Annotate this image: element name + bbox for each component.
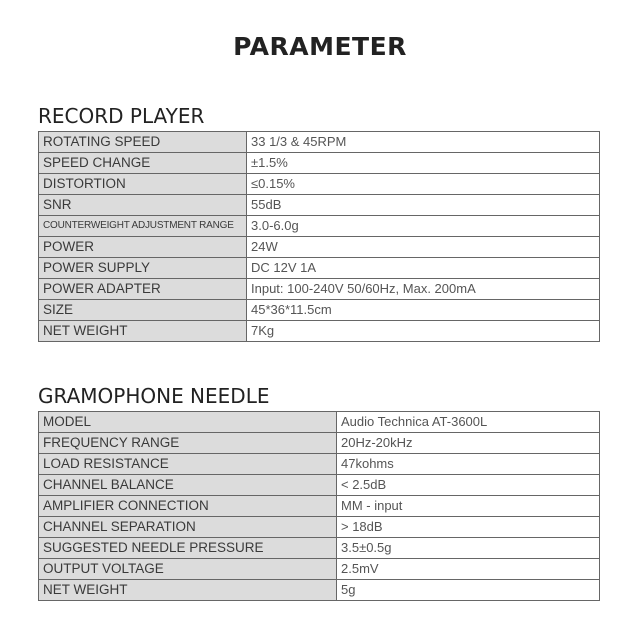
spec-value: 33 1/3 & 45RPM [247, 132, 600, 153]
spec-value: > 18dB [337, 517, 600, 538]
spec-value: MM - input [337, 496, 600, 517]
table-row [39, 153, 600, 174]
spec-label: MODEL [39, 412, 337, 433]
spec-label: OUTPUT VOLTAGE [39, 559, 337, 580]
table-row [39, 433, 600, 454]
table-row [39, 132, 600, 153]
gramophone-needle-table [38, 411, 600, 601]
table-row [39, 279, 600, 300]
page-title: PARAMETER [233, 32, 407, 61]
table-row [39, 412, 600, 433]
spec-value: 20Hz-20kHz [337, 433, 600, 454]
spec-label: POWER SUPPLY [39, 258, 247, 279]
gramophone-needle-heading: GRAMOPHONE NEEDLE [38, 384, 270, 408]
table-row [39, 300, 600, 321]
table-row [39, 258, 600, 279]
spec-value: 3.0-6.0g [247, 216, 600, 237]
spec-value: 55dB [247, 195, 600, 216]
spec-value: 3.5±0.5g [337, 538, 600, 559]
spec-value: 7Kg [247, 321, 600, 342]
spec-value: Input: 100-240V 50/60Hz, Max. 200mA [247, 279, 600, 300]
spec-label: CHANNEL SEPARATION [39, 517, 337, 538]
spec-label: NET WEIGHT [39, 321, 247, 342]
spec-label: AMPLIFIER CONNECTION [39, 496, 337, 517]
spec-label: LOAD RESISTANCE [39, 454, 337, 475]
spec-label: SUGGESTED NEEDLE PRESSURE [39, 538, 337, 559]
spec-value: Audio Technica AT-3600L [337, 412, 600, 433]
spec-value: 5g [337, 580, 600, 601]
spec-label: POWER ADAPTER [39, 279, 247, 300]
table-row [39, 321, 600, 342]
spec-value: ±1.5% [247, 153, 600, 174]
table-row [39, 454, 600, 475]
record-player-table [38, 131, 600, 342]
table-row [39, 216, 600, 237]
spec-label: NET WEIGHT [39, 580, 337, 601]
spec-label: SIZE [39, 300, 247, 321]
spec-value: < 2.5dB [337, 475, 600, 496]
table-row [39, 174, 600, 195]
table-row [39, 496, 600, 517]
spec-label: POWER [39, 237, 247, 258]
table-row [39, 237, 600, 258]
spec-label: SNR [39, 195, 247, 216]
table-row [39, 580, 600, 601]
spec-value: 2.5mV [337, 559, 600, 580]
spec-value: DC 12V 1A [247, 258, 600, 279]
spec-value: 24W [247, 237, 600, 258]
table-row [39, 195, 600, 216]
spec-label: COUNTERWEIGHT ADJUSTMENT RANGE [39, 216, 247, 237]
spec-label: ROTATING SPEED [39, 132, 247, 153]
table-row [39, 559, 600, 580]
spec-label: CHANNEL BALANCE [39, 475, 337, 496]
table-row [39, 517, 600, 538]
spec-label: DISTORTION [39, 174, 247, 195]
spec-label: SPEED CHANGE [39, 153, 247, 174]
spec-label: FREQUENCY RANGE [39, 433, 337, 454]
record-player-heading: RECORD PLAYER [38, 104, 205, 128]
table-row [39, 538, 600, 559]
spec-value: 47kohms [337, 454, 600, 475]
spec-value: 45*36*11.5cm [247, 300, 600, 321]
spec-value: ≤0.15% [247, 174, 600, 195]
table-row [39, 475, 600, 496]
